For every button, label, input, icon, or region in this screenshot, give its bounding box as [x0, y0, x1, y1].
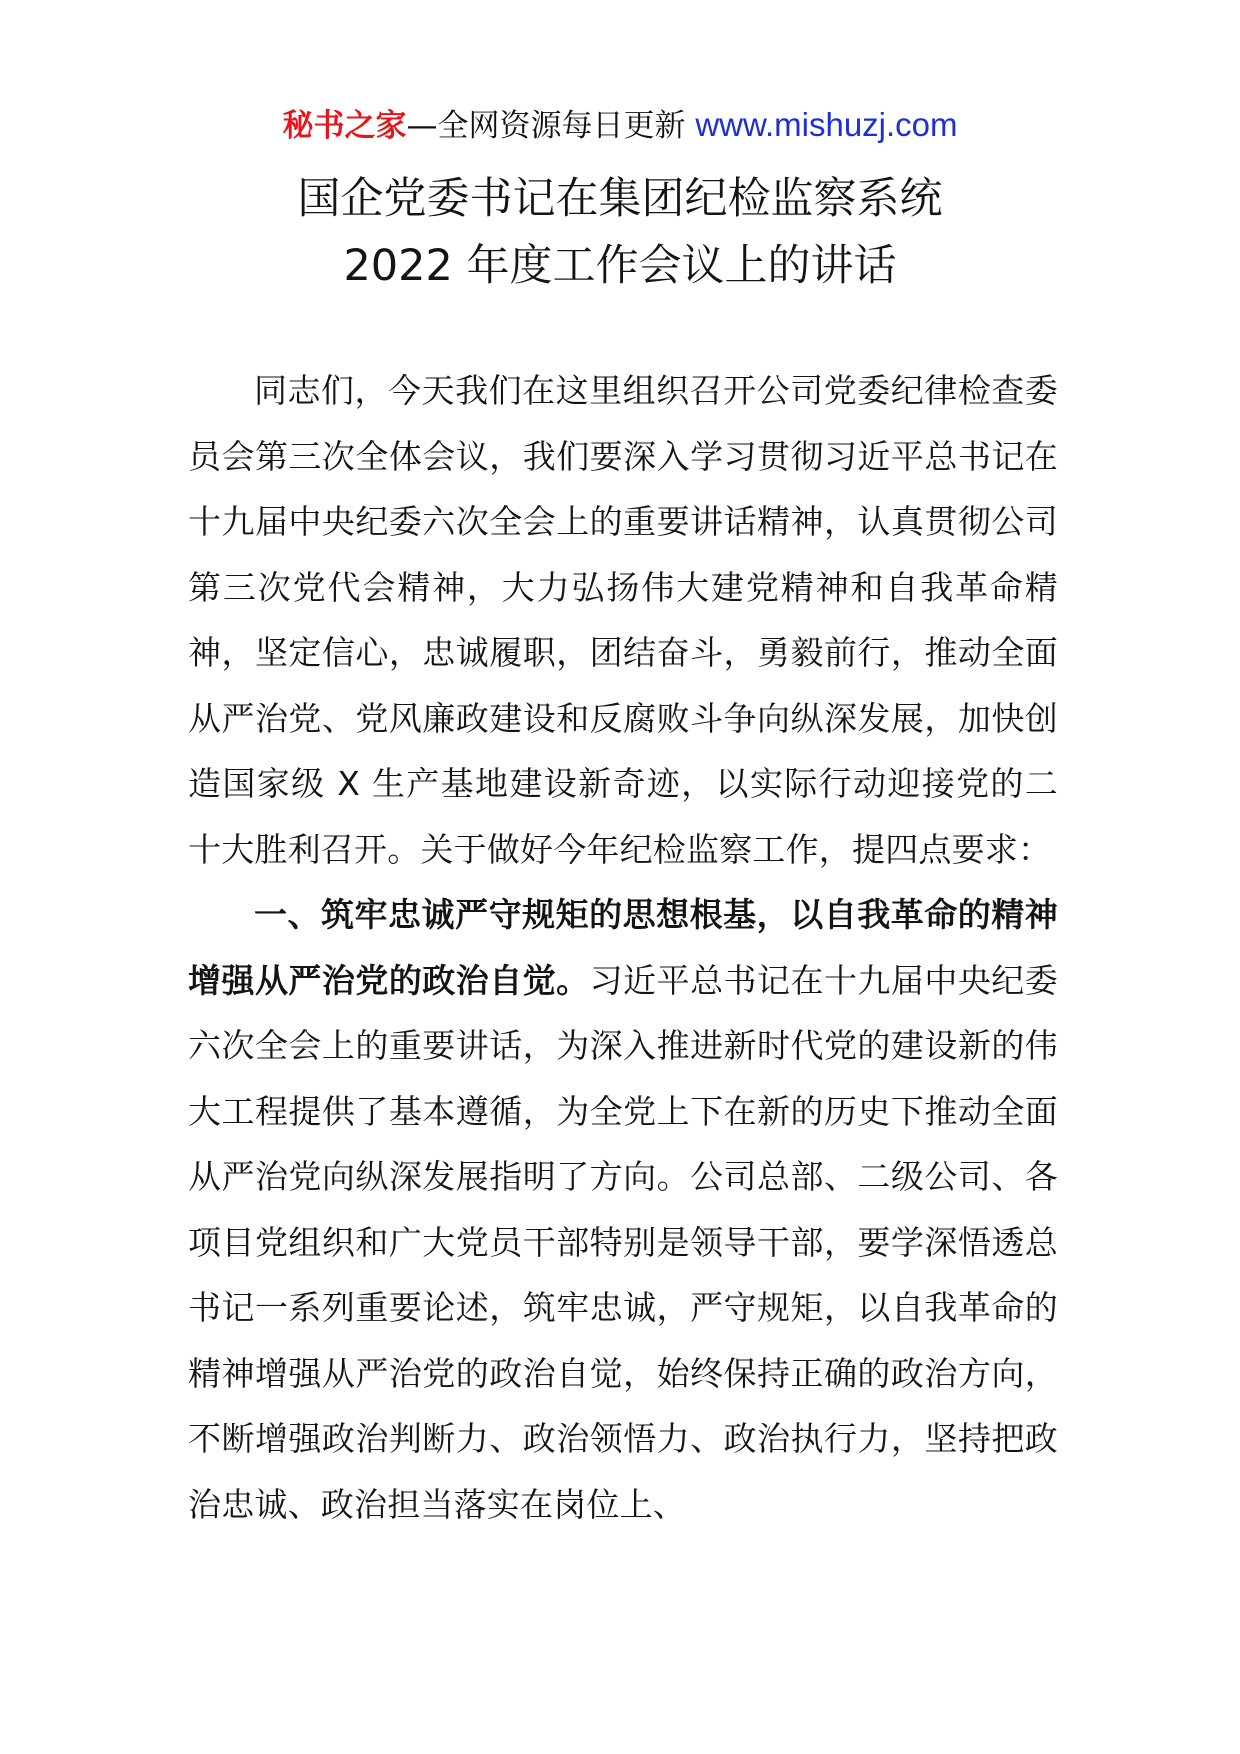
section-1-paragraph [188, 882, 1058, 1537]
brand-name: 秘书之家 [282, 108, 407, 144]
title-line-2: 2022 年度工作会议上的讲话 [343, 241, 897, 291]
document-body [188, 358, 1058, 1537]
section-1-text: 习近平总书记在十九届中央纪委六次全会上的重要讲话，为深入推进新时代党的建设新的伟大工程提供了基本遵循，为全党上下在新的历史下推动全面从严治党向纵深发展指明了方向。公司总部、二级公司、各项目党组织和广大党员干部特别是领导干部，要学深悟透总书记一系列重要论述，筑牢忠诚，严守规矩，以自我革命的精神增强从严治党的政治自觉，始终保持正确的政治方向，不断增强政治判断力、政治领悟力、政治执行力，坚持把政治忠诚、政治担当落实在岗位上、 [188, 960, 1058, 1524]
header-tagline: —全网资源每日更新 [406, 108, 696, 144]
opening-paragraph: 同志们，今天我们在这里组织召开公司党委纪律检查委员会第三次全体会议，我们要深入学习贯彻习近平总书记在十九届中央纪委六次全会上的重要讲话精神，认真贯彻公司第三次党代会精神，大力弘扬伟大建党精神和自我革命精神，坚定信心，忠诚履职，团结奋斗，勇毅前行，推动全面从严治党、党风廉政建设和反腐败斗争向纵深发展，加快创造国家级 X 生产基地建设新奇迹，以实际行动迎接党的二十大胜利召开。关于做好今年纪检监察工作，提四点要求： [188, 371, 1058, 869]
section-1-heading: 一、筑牢忠诚严守规矩的思想根基，以自我革命的精神增强从严治党的政治自觉。 [188, 895, 1058, 1000]
title-line-1: 国企党委书记在集团纪检监察系统 [297, 174, 943, 224]
site-url-link[interactable]: www.mishuzj.com [695, 106, 958, 143]
site-header [0, 100, 1240, 151]
document-title [0, 166, 1240, 300]
